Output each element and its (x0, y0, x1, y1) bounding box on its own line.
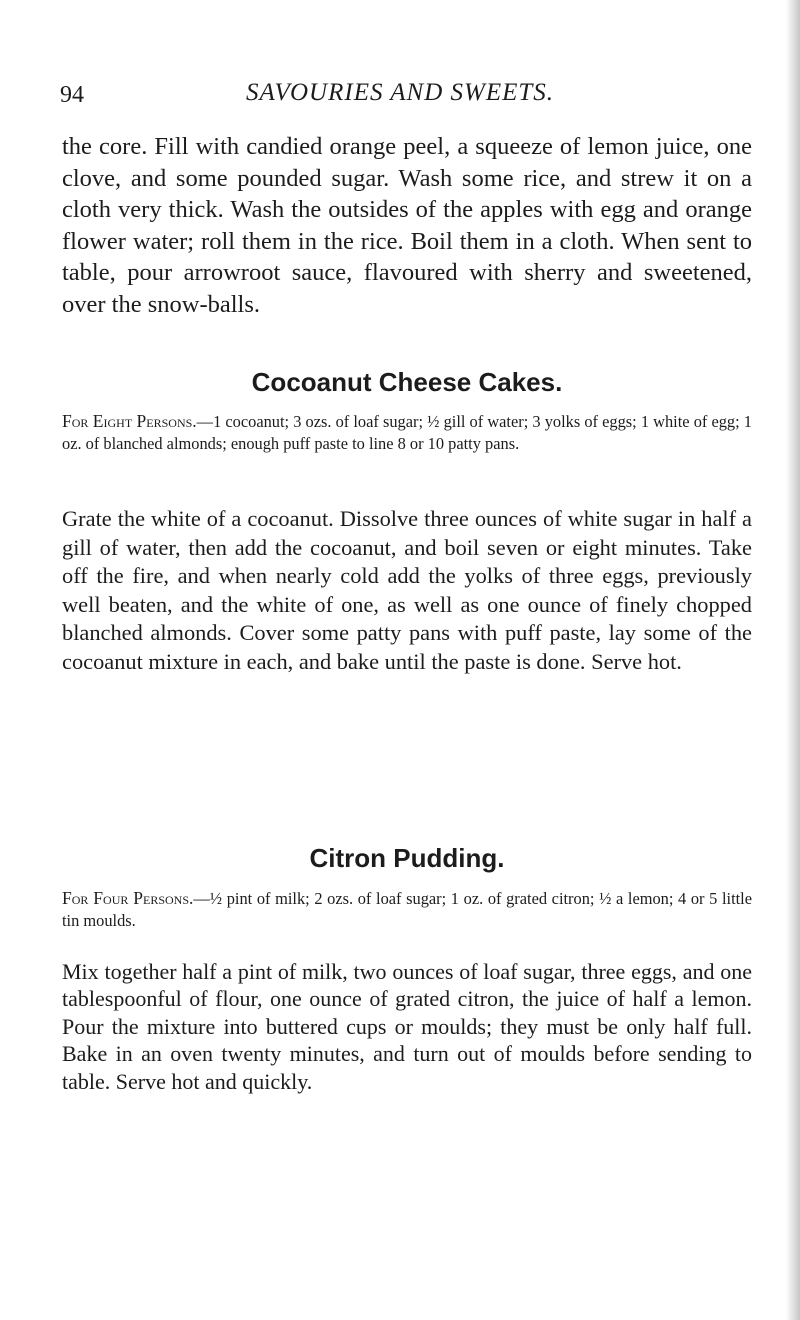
recipe-cocoanut-ingredients-block (62, 410, 752, 456)
recipe-title-citron-pudding: Citron Pudding. (309, 843, 505, 873)
serves-label: For Four Persons. (62, 888, 194, 908)
ingredients-citron-pudding (62, 887, 752, 933)
recipe-title-cocoanut-cheese-cakes: Cocoanut Cheese Cakes. (251, 367, 563, 397)
ingredients-cocoanut-cheese-cakes (62, 410, 752, 456)
page-edge-shadow (786, 0, 800, 1320)
intro-paragraph: the core. Fill with candied orange peel, a squeeze of lemon juice, one clove, and some pounded sugar. Wash some rice, and strew it on a cloth very thick. Wash the outsides of the apples with egg and orange flower water; roll them in the rice. Boil them in a cloth. When sent to table, pour arrowroot sauce, flavoured with sherry and sweetened, over the snow-balls. (62, 133, 752, 318)
running-title: SAVOURIES AND SWEETS. (245, 79, 555, 106)
method-citron-pudding: Mix together half a pint of milk, two ounces of loaf sugar, three eggs, and one tablespoonful of flour, one ounce of grated citron, the juice of half a lemon. Pour the mixture into buttered cups or moulds; they must be only half full. Bake in an oven twenty minutes, and turn out of moulds before sending to table. Serve hot and quickly. (62, 959, 752, 1094)
recipe-citron-ingredients-block (62, 887, 752, 933)
intro-paragraph-block (62, 131, 752, 321)
serves-label: For Eight Persons. (62, 411, 197, 431)
method-cocoanut-cheese-cakes: Grate the white of a cocoanut. Dissolve three ounces of white sugar in half a gill of water, then add the cocoanut, and boil seven or eight minutes. Take off the fire, and when nearly cold add the yolks of three eggs, previously well beaten, and the white of one, as well as one ounce of finely chopped blanched almonds. Cover some patty pans with puff paste, lay some of the cocoanut mixture in each, and bake until the paste is done. Serve hot. (62, 506, 752, 674)
recipe-cocoanut-method-block (62, 505, 752, 677)
recipe-cocoanut-heading-block (62, 367, 752, 398)
recipe-citron-heading-block (62, 843, 752, 874)
page-number: 94 (60, 82, 84, 108)
ingredients-list: —½ pint of milk; 2 ozs. of loaf sugar; 1 oz. of grated citron; ½ a lemon; 4 or 5 little tin moulds. (62, 889, 753, 931)
ingredients-list: —1 cocoanut; 3 ozs. of loaf sugar; ½ gill of water; 3 yolks of eggs; 1 white of egg; 1 oz. of blanched almonds; enough puff paste to line 8 or 10 patty pans. (62, 412, 752, 454)
recipe-citron-method-block (62, 958, 752, 1095)
